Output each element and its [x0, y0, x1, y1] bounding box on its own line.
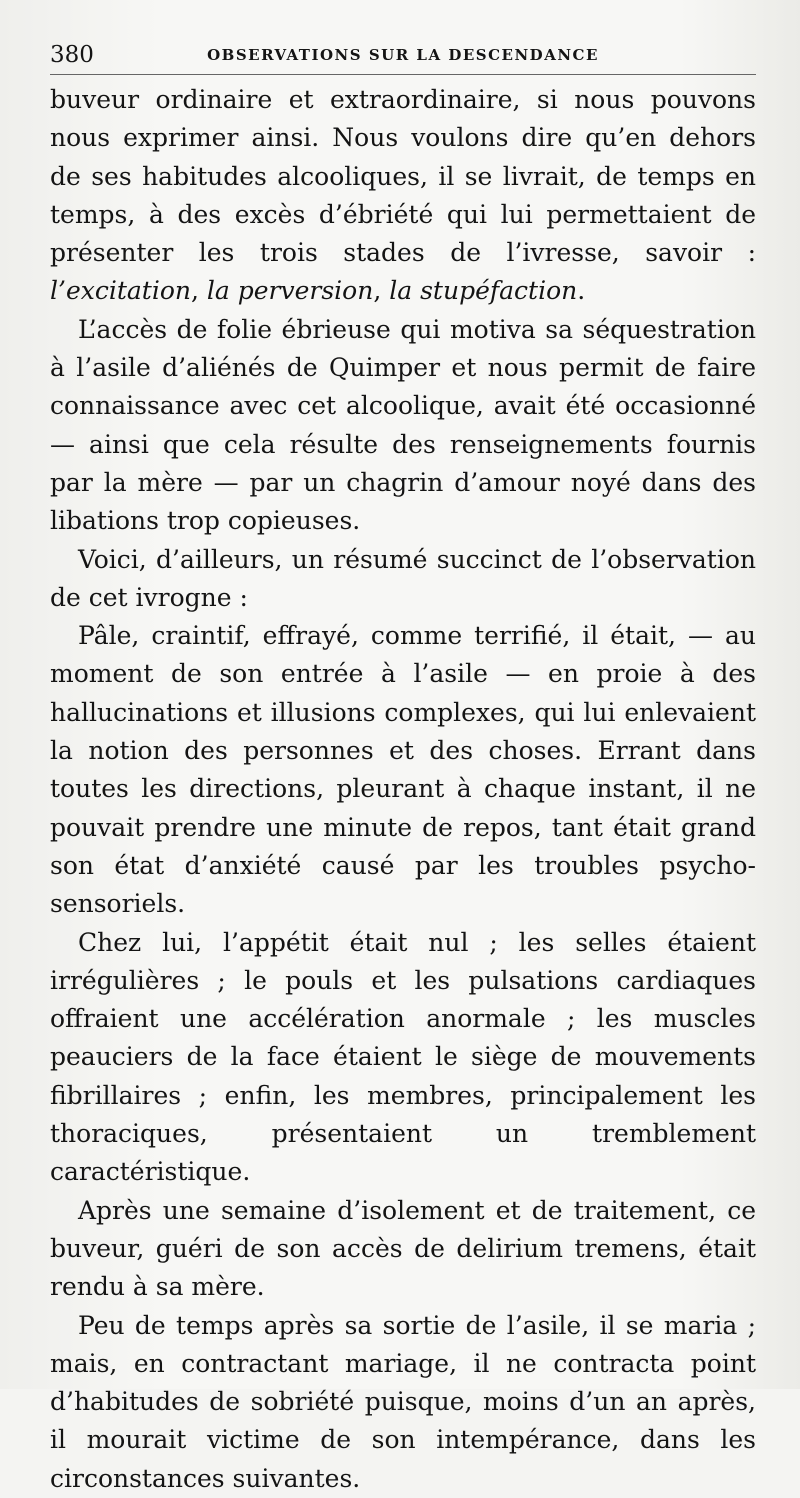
italic-term-perversion: la perversion [206, 276, 374, 306]
paragraph-5: Chez lui, l’appétit était nul ; les selles étaient irrégulières ; le pouls et les pulsations cardiaques offraient une accélération anormale ; les muscles peauciers de la face étaient le siège de mouvements fibrillaires ; enfin, les membres, principalement les thoraciques, présentaient un tremblement caractéristique. [50, 927, 756, 1187]
italic-term-excitation: l’excitation [50, 276, 191, 306]
paragraph-4: Pâle, craintif, effrayé, comme terrifié, il était, — au moment de son entrée à l’asile — en proie à des hallucinations et illusions complexes, qui lui enlevaient la notion des personnes et des choses. Errant dans toutes les directions, pleurant à chaque instant, il ne pouvait prendre une minute de repos, tant était grand son état d’anxiété causé par les troubles psycho-sensoriels. [50, 621, 756, 919]
paragraph-1-text: buveur ordinaire et extraordinaire, si nous pouvons nous exprimer ainsi. Nous voulons dire qu’en dehors de ses habitudes alcooliques, il se livrait, de temps en temps, à des excès d’ébriété qui lui permettaient de présenter les trois stades de l’ivresse, savoir : [50, 85, 756, 268]
body-text [50, 81, 756, 1498]
paragraph-6: Après une semaine d’isolement et de traitement, ce buveur, guéri de son accès de delirium tremens, était rendu à sa mère. [50, 1195, 756, 1302]
separator: , [373, 276, 390, 306]
paragraph-2: L’accès de folie ébrieuse qui motiva sa séquestration à l’asile d’aliénés de Quimper et nous permit de faire connaissance avec cet alcoolique, avait été occasionné — ainsi que cela résulte des renseignements fournis par la mère — par un chagrin d’amour noyé dans des libations trop copieuses. [50, 314, 756, 536]
running-head [50, 34, 756, 75]
italic-term-stupefaction: la stupéfaction [389, 276, 578, 306]
paragraph-7: Peu de temps après sa sortie de l’asile, il se maria ; mais, en contractant mariage, il ne contracta point d’habitudes de sobriété puisque, moins d’un an après, il mourait victime de son intempérance, dans les circonstances suivantes. [50, 1310, 756, 1493]
paragraph-3: Voici, d’ailleurs, un résumé succinct de l’observation de cet ivrogne : [50, 544, 756, 612]
running-head-title: OBSERVATIONS SUR LA DESCENDANCE [207, 46, 599, 64]
paragraph-1-end: . [577, 276, 586, 306]
page-number: 380 [50, 42, 94, 68]
separator: , [190, 276, 207, 306]
paragraph-1 [50, 81, 756, 311]
